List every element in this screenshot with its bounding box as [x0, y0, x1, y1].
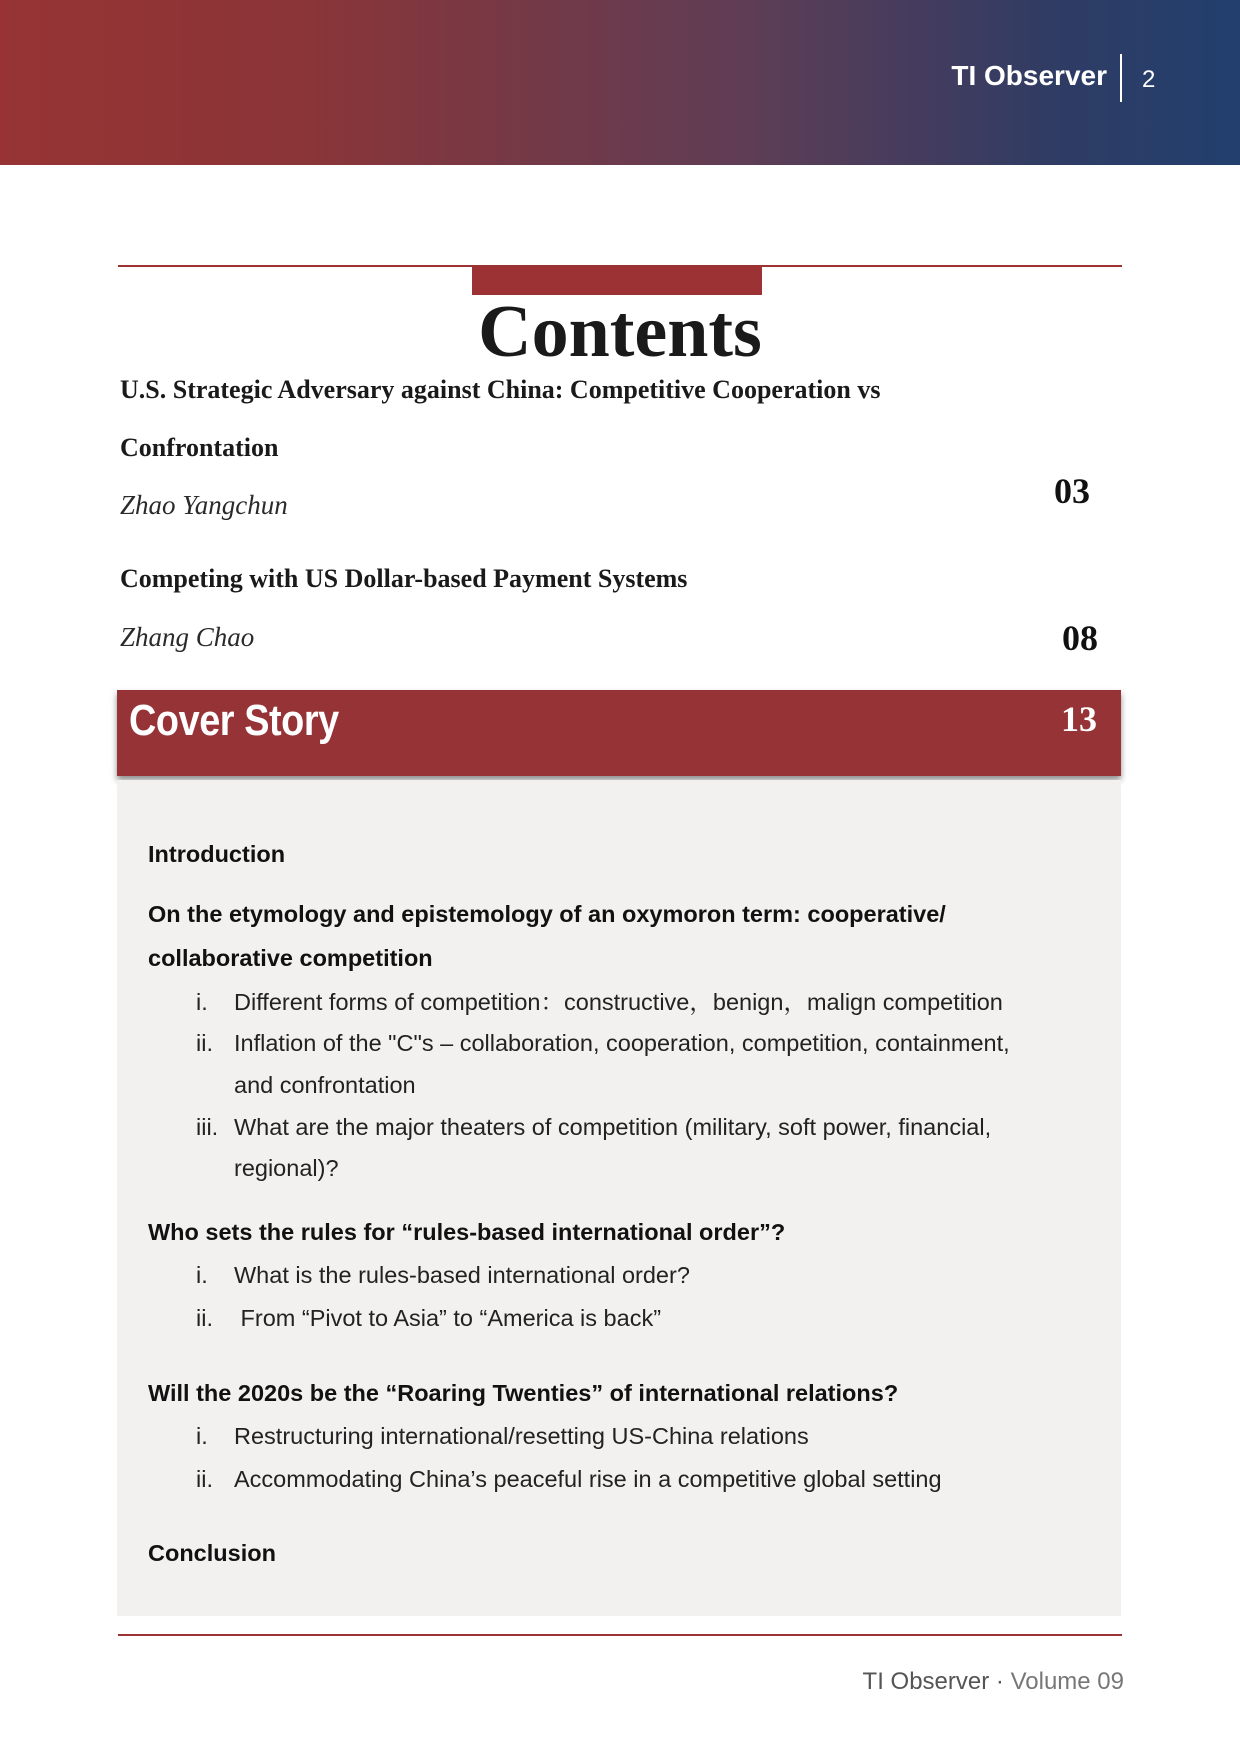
footer-separator: · — [989, 1668, 1011, 1695]
toc-entry-2-page[interactable]: 08 — [1062, 618, 1098, 658]
toc-entry-1-page[interactable]: 03 — [1054, 471, 1090, 511]
outline-1-item-1-number: i. — [196, 989, 208, 1015]
outline-conclusion[interactable]: Conclusion — [148, 1540, 276, 1566]
outline-3-item-1-text[interactable]: Restructuring international/resetting US-China relations — [234, 1423, 809, 1449]
outline-2-item-2-number: ii. — [196, 1305, 213, 1331]
outline-2-item-1-text[interactable]: What is the rules-based international order? — [234, 1262, 690, 1288]
outline-1-item-2-text-cont[interactable]: and confrontation — [234, 1072, 416, 1098]
outline-3-item-1-number: i. — [196, 1423, 208, 1449]
cover-story-label: Cover Story — [129, 696, 339, 745]
outline-section-3-heading[interactable]: Will the 2020s be the “Roaring Twenties” of international relations? — [148, 1380, 899, 1406]
header-page-number: 2 — [1142, 66, 1156, 93]
bottom-rule — [118, 1634, 1122, 1636]
outline-1-item-2-number: ii. — [196, 1030, 213, 1056]
footer-volume: Volume 09 — [1010, 1668, 1124, 1695]
header-divider — [1120, 54, 1122, 102]
outline-introduction[interactable]: Introduction — [148, 841, 286, 867]
outline-3-item-2-number: ii. — [196, 1466, 213, 1492]
contents-heading: Contents — [478, 291, 762, 373]
outline-section-1-heading-line2[interactable]: collaborative competition — [148, 945, 433, 971]
outline-1-item-3-number: iii. — [196, 1114, 219, 1140]
publication-title: TI Observer — [951, 60, 1107, 91]
header-banner — [0, 0, 1240, 165]
outline-1-item-1-text[interactable]: Different forms of competition：constructive，benign，malign competition — [234, 989, 1003, 1015]
cover-story-page: 13 — [1061, 699, 1097, 739]
outline-1-item-2-text[interactable]: Inflation of the "C"s – collaboration, cooperation, competition, containment, — [234, 1030, 1010, 1056]
outline-section-1-heading-line1[interactable]: On the etymology and epistemology of an oxymoron term: cooperative/ — [148, 901, 946, 927]
outline-1-item-3-text-cont[interactable]: regional)? — [234, 1155, 339, 1181]
outline-2-item-1-number: i. — [196, 1262, 208, 1288]
footer-publication: TI Observer — [862, 1668, 990, 1695]
toc-entry-1-author: Zhao Yangchun — [120, 490, 288, 520]
outline-section-2-heading[interactable]: Who sets the rules for “rules-based international order”? — [148, 1219, 786, 1245]
outline-2-item-2-text[interactable]: From “Pivot to Asia” to “America is back” — [234, 1305, 662, 1331]
cover-story-banner[interactable] — [117, 690, 1121, 776]
toc-entry-2-title[interactable]: Competing with US Dollar-based Payment Systems — [120, 564, 688, 593]
toc-entry-1-title-line1: U.S. Strategic Adversary against China: Competitive Cooperation vs — [120, 375, 881, 404]
toc-entry-1-title[interactable] — [120, 361, 1020, 477]
outline-3-item-2-text[interactable]: Accommodating China’s peaceful rise in a competitive global setting — [234, 1466, 942, 1492]
toc-entry-2-author: Zhang Chao — [120, 622, 255, 652]
outline-1-item-3-text[interactable]: What are the major theaters of competition (military, soft power, financial, — [234, 1114, 992, 1140]
footer — [863, 1668, 1124, 1696]
toc-entry-1-title-line2: Confrontation — [120, 433, 279, 462]
